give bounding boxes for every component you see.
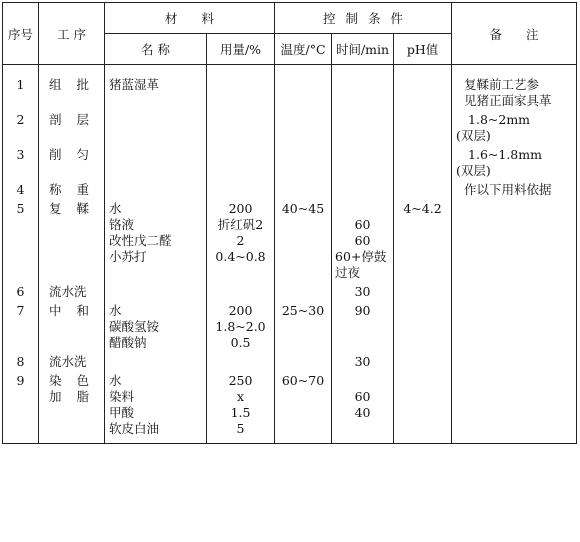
- header-seq: 序号: [3, 3, 39, 65]
- ph-value: [394, 370, 452, 444]
- time-value: [332, 182, 393, 198]
- temperature-value: [275, 182, 331, 198]
- material-dosage: [207, 147, 274, 163]
- material-name: 改性戊二醛: [109, 233, 172, 248]
- process-step-label: 组批: [49, 77, 105, 92]
- table-row: [3, 144, 577, 179]
- material-names: [105, 144, 207, 179]
- material-dosages: [207, 65, 275, 110]
- material-dosages: [207, 179, 275, 198]
- material-name: 染料: [109, 389, 135, 404]
- material-names: [105, 351, 207, 370]
- material-name: 小苏打: [109, 249, 147, 264]
- material-dosages: [207, 351, 275, 370]
- remarks: [452, 109, 577, 144]
- ph-text: [394, 182, 451, 198]
- material-dosage: 2: [236, 233, 245, 248]
- remark-line: [456, 284, 576, 300]
- process-step-label: 复鞣: [49, 201, 105, 216]
- material-names: [105, 109, 207, 144]
- material-names: [105, 281, 207, 300]
- process-step: [39, 300, 105, 351]
- material-dosages: [207, 370, 275, 444]
- material-name: 水: [109, 303, 122, 318]
- ph-text: [394, 303, 451, 319]
- temperature: [275, 144, 332, 179]
- remarks: [452, 179, 577, 198]
- time-value: [332, 77, 393, 93]
- temperature-value: [275, 77, 331, 93]
- remark-line: (双层): [456, 128, 491, 143]
- material-name: [109, 284, 206, 300]
- material-dosages: [207, 144, 275, 179]
- ph-text: [394, 77, 451, 93]
- ph-text: [394, 354, 451, 370]
- material-dosage: 0.5: [230, 335, 251, 350]
- remark-line: 1.8~2mm: [468, 112, 531, 127]
- time-value: 60: [354, 217, 371, 232]
- header-process: 工 序: [39, 3, 105, 65]
- header-dosage: 用量/%: [207, 34, 275, 65]
- row-number: 8: [3, 351, 39, 370]
- table-row: [3, 109, 577, 144]
- material-names: [105, 179, 207, 198]
- ph-value: [394, 198, 452, 281]
- remarks: [452, 198, 577, 281]
- remark-line: 见猪正面家具革: [464, 93, 552, 108]
- material-dosages: [207, 109, 275, 144]
- table-row: [3, 179, 577, 198]
- time-values: [332, 179, 394, 198]
- temperature: [275, 300, 332, 351]
- time-values: [332, 144, 394, 179]
- remark-line: (双层): [456, 163, 491, 178]
- process-step-label: 中和: [49, 303, 105, 318]
- material-dosage: 1.5: [230, 405, 251, 420]
- material-name: 水: [109, 373, 122, 388]
- table-row: [3, 281, 577, 300]
- material-name: 铬液: [109, 217, 135, 232]
- time-values: [332, 281, 394, 300]
- material-names: [105, 300, 207, 351]
- temperature: [275, 281, 332, 300]
- material-name: [109, 354, 206, 370]
- process-step: [39, 198, 105, 281]
- ph-text: 4~4.2: [403, 201, 442, 216]
- ph-text: [394, 147, 451, 163]
- remark-line: 复鞣前工艺参: [464, 77, 540, 92]
- remarks: [452, 144, 577, 179]
- temperature: [275, 179, 332, 198]
- row-number: 1: [3, 65, 39, 110]
- material-dosage: [207, 77, 274, 93]
- time-value: 60+停鼓: [335, 249, 387, 264]
- temperature-value: 40~45: [281, 201, 325, 216]
- material-names: [105, 65, 207, 110]
- remark-line: [456, 201, 576, 217]
- row-number: 4: [3, 179, 39, 198]
- material-dosage: 200: [228, 201, 253, 216]
- ph-value: [394, 65, 452, 110]
- remark-line: [456, 373, 576, 389]
- time-values: [332, 300, 394, 351]
- time-value: [332, 112, 393, 128]
- process-step-label: 称重: [49, 182, 105, 197]
- time-values: [332, 370, 394, 444]
- time-value: 60: [354, 233, 371, 248]
- material-dosage: [207, 182, 274, 198]
- time-values: [332, 351, 394, 370]
- remarks: [452, 370, 577, 444]
- process-step: [39, 179, 105, 198]
- temperature: [275, 198, 332, 281]
- material-dosage: 折红矾2: [217, 217, 264, 232]
- process-step-label: 削匀: [49, 147, 105, 162]
- temperature: [275, 351, 332, 370]
- process-step-label: 流水洗: [49, 354, 87, 369]
- material-dosage: [207, 112, 274, 128]
- ph-text: [394, 284, 451, 300]
- material-name: 甲酸: [109, 405, 135, 420]
- table-row: [3, 370, 577, 444]
- material-dosage: 200: [228, 303, 253, 318]
- header-temp: 温度/°C: [275, 34, 332, 65]
- process-step: [39, 281, 105, 300]
- row-number: 2: [3, 109, 39, 144]
- remarks: [452, 300, 577, 351]
- ph-value: [394, 300, 452, 351]
- table-row: [3, 300, 577, 351]
- temperature-value: [275, 354, 331, 370]
- time-value: 90: [354, 303, 371, 318]
- time-value: [332, 201, 393, 217]
- time-value: 40: [354, 405, 371, 420]
- time-value: [332, 147, 393, 163]
- process-step-label: 流水洗: [49, 284, 87, 299]
- header-ph: pH值: [394, 34, 452, 65]
- material-name: [109, 182, 206, 198]
- material-names: [105, 198, 207, 281]
- material-dosage: [207, 354, 274, 370]
- process-step-label: 染色: [49, 373, 105, 388]
- table-row: [3, 65, 577, 110]
- row-number: 7: [3, 300, 39, 351]
- remark-line: 作以下用料依据: [464, 182, 552, 197]
- ph-value: [394, 281, 452, 300]
- temperature: [275, 109, 332, 144]
- material-dosages: [207, 198, 275, 281]
- header-materials: 材 料: [105, 3, 275, 34]
- table-row: [3, 351, 577, 370]
- material-dosage: 250: [228, 373, 253, 388]
- ph-text: [394, 373, 451, 389]
- process-step: [39, 351, 105, 370]
- ph-value: [394, 179, 452, 198]
- process-step: [39, 144, 105, 179]
- ph-value: [394, 144, 452, 179]
- remarks: [452, 65, 577, 110]
- time-values: [332, 65, 394, 110]
- material-name: [109, 147, 206, 163]
- remark-line: 1.6~1.8mm: [468, 147, 542, 162]
- remark-line: [456, 303, 576, 319]
- process-step-label: 剖层: [49, 112, 105, 127]
- material-name: [109, 112, 206, 128]
- row-number: 5: [3, 198, 39, 281]
- table-header: [3, 3, 577, 65]
- row-number: 6: [3, 281, 39, 300]
- time-value: 过夜: [335, 265, 361, 280]
- process-step: [39, 65, 105, 110]
- material-dosages: [207, 281, 275, 300]
- process-step-label: 加脂: [49, 389, 105, 404]
- process-step: [39, 370, 105, 444]
- ph-value: [394, 351, 452, 370]
- table-row: [3, 198, 577, 281]
- ph-text: [394, 112, 451, 128]
- row-number: 3: [3, 144, 39, 179]
- material-dosage: [207, 284, 274, 300]
- process-step: [39, 109, 105, 144]
- remarks: [452, 281, 577, 300]
- time-value: 30: [354, 354, 371, 369]
- process-table: [2, 2, 577, 444]
- material-name: 醋酸钠: [109, 335, 147, 350]
- material-dosage: 5: [236, 421, 245, 436]
- temperature-value: [275, 147, 331, 163]
- material-name: 碳酸氢铵: [109, 319, 160, 334]
- time-values: [332, 109, 394, 144]
- temperature-value: [275, 284, 331, 300]
- table-body: [3, 65, 577, 444]
- remark-line: [456, 354, 576, 370]
- temperature-value: 25~30: [281, 303, 325, 318]
- row-number: 9: [3, 370, 39, 444]
- time-values: [332, 198, 394, 281]
- header-time: 时间/min: [332, 34, 394, 65]
- material-dosages: [207, 300, 275, 351]
- temperature-value: 60~70: [281, 373, 325, 388]
- material-dosage: 0.4~0.8: [215, 249, 266, 264]
- temperature: [275, 370, 332, 444]
- header-control: 控制条件: [275, 3, 452, 34]
- time-value: 30: [354, 284, 371, 299]
- material-name: 软皮白油: [109, 421, 160, 436]
- header-remarks: 备 注: [452, 3, 577, 65]
- material-name: 猪蓝湿革: [109, 77, 160, 92]
- ph-value: [394, 109, 452, 144]
- material-name: 水: [109, 201, 122, 216]
- material-names: [105, 370, 207, 444]
- temperature-value: [275, 112, 331, 128]
- header-name: 名 称: [105, 34, 207, 65]
- temperature: [275, 65, 332, 110]
- remarks: [452, 351, 577, 370]
- time-value: 60: [354, 389, 371, 404]
- material-dosage: 1.8~2.0: [215, 319, 266, 334]
- time-value: [332, 373, 393, 389]
- material-dosage: x: [236, 389, 245, 404]
